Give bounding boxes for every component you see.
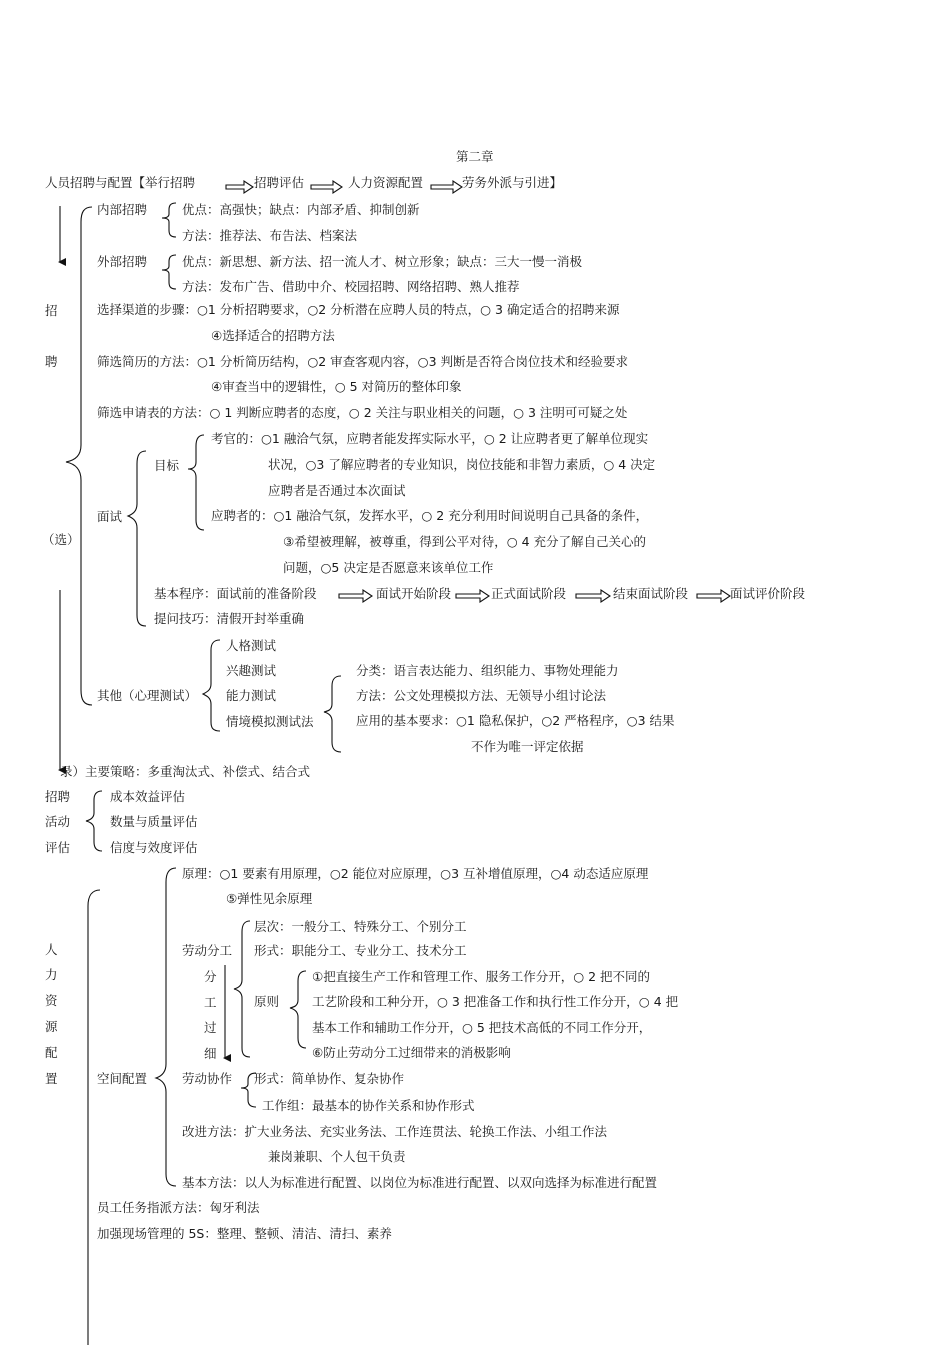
external-methods: 方法：发布广告、借助中介、校园招聘、网络招聘、熟人推荐 bbox=[182, 279, 520, 294]
cooperation-label: 劳动协作 bbox=[182, 1071, 233, 1086]
candidate-goal-2: ③希望被理解，被尊重，得到公平对待，○ 4 充分了解自己关心的 bbox=[283, 534, 647, 549]
interview-label: 面试 bbox=[97, 509, 123, 524]
channel-steps: 选择渠道的步骤：○1 分析招聘要求，○2 分析潜在应聘人员的特点，○ 3 确定适合的招聘来源 bbox=[97, 302, 620, 317]
eval-quantity-quality: 数量与质量评估 bbox=[110, 814, 198, 829]
examiner-goal-2: 状况，○3 了解应聘者的专业知识，岗位技能和非智力素质，○ 4 决定 bbox=[268, 457, 656, 472]
test-requirements: 应用的基本要求：○1 隐私保护，○2 严格程序，○3 结果 bbox=[356, 713, 675, 728]
division-level: 层次：一般分工、特殊分工、个别分工 bbox=[254, 919, 467, 934]
test-situational: 情境模拟测试法 bbox=[226, 714, 314, 729]
cooperation-form: 形式：简单协作、复杂协作 bbox=[254, 1071, 405, 1086]
procedure-step-formal: 正式面试阶段 bbox=[491, 586, 567, 601]
task-assignment-method: 员工任务指派方法：匈牙利法 bbox=[97, 1200, 260, 1215]
hr-char-6: 置 bbox=[45, 1071, 58, 1086]
candidate-goal-1: 应聘者的：○1 融洽气氛，发挥水平，○ 2 充分利用时间说明自己具备的条件， bbox=[211, 508, 649, 523]
division-principle-4: ⑥防止劳动分工过细带来的消极影响 bbox=[312, 1045, 511, 1060]
internal-recruitment-label: 内部招聘 bbox=[97, 202, 148, 217]
internal-methods: 方法：推荐法、布告法、档案法 bbox=[182, 228, 358, 243]
brace-external bbox=[162, 255, 176, 289]
division-label: 劳动分工 bbox=[182, 943, 233, 958]
hollow-arrow-icon bbox=[339, 590, 372, 602]
external-recruitment-label: 外部招聘 bbox=[97, 254, 148, 269]
test-method: 方法：公文处理模拟方法、无领导小组讨论法 bbox=[356, 688, 607, 703]
brace-division-principles bbox=[290, 971, 306, 1048]
division-char-xi: 细 bbox=[204, 1046, 217, 1061]
brace-hr-allocation bbox=[88, 890, 100, 1345]
test-personality: 人格测试 bbox=[226, 638, 277, 653]
brace-division bbox=[234, 921, 250, 1057]
test-category: 分类：语言表达能力、组织能力、事物处理能力 bbox=[356, 663, 619, 678]
division-char-guo: 过 bbox=[204, 1020, 217, 1035]
hr-char-1: 人 bbox=[45, 942, 58, 957]
hr-char-4: 源 bbox=[45, 1019, 58, 1034]
brace-internal bbox=[162, 203, 176, 237]
interview-procedure-label: 基本程序：面试前的准备阶段 bbox=[154, 586, 317, 601]
application-methods: 筛选申请表的方法：○ 1 判断应聘者的态度，○ 2 关注与职业相关的问题，○ 3 注明可可疑之处 bbox=[97, 405, 628, 420]
five-s-management: 加强现场管理的 5S：整理、整顿、清洁、清扫、素养 bbox=[97, 1226, 392, 1241]
procedure-step-evaluation: 面试评价阶段 bbox=[730, 586, 806, 601]
interview-question-tips: 提问技巧：清假开封举重确 bbox=[154, 611, 305, 626]
test-ability: 能力测试 bbox=[226, 688, 277, 703]
eval-reliability-validity: 信度与效度评估 bbox=[110, 840, 198, 855]
side-char-pin: 聘 bbox=[45, 354, 58, 369]
improvement-methods-cont: 兼岗兼职、个人包干负责 bbox=[268, 1149, 406, 1164]
hollow-arrow-icon bbox=[576, 590, 610, 602]
hr-char-2: 力 bbox=[45, 967, 58, 982]
channel-steps-cont: ④选择适合的招聘方法 bbox=[211, 328, 335, 343]
side-char-zhao: 招 bbox=[45, 303, 58, 318]
header-step-allocation: 人力资源配置 bbox=[348, 175, 424, 190]
division-form: 形式：职能分工、专业分工、技术分工 bbox=[254, 943, 467, 958]
resume-methods-cont: ④审查当中的逻辑性，○ 5 对简历的整体印象 bbox=[211, 379, 462, 394]
allocation-principles-cont: ⑤弹性见余原理 bbox=[226, 891, 313, 906]
header-step-dispatch: 劳务外派与引进】 bbox=[462, 175, 563, 190]
hollow-arrow-icon bbox=[311, 181, 342, 193]
basic-allocation-methods: 基本方法：以人为标准进行配置、以岗位为标准进行配置、以双向选择为标准进行配置 bbox=[182, 1175, 658, 1190]
eval-label-1: 招聘 bbox=[45, 789, 71, 804]
division-char-fen: 分 bbox=[204, 969, 217, 984]
brace-space-allocation bbox=[156, 868, 176, 1186]
page-title: 第二章 bbox=[456, 149, 494, 164]
hollow-arrow-icon bbox=[226, 181, 253, 193]
brace-evaluation bbox=[86, 791, 102, 851]
procedure-step-start: 面试开始阶段 bbox=[376, 586, 452, 601]
hr-char-3: 资 bbox=[45, 993, 58, 1008]
brace-recruitment bbox=[66, 207, 92, 705]
examiner-goal-1: 考官的：○1 融洽气氛，应聘者能发挥实际水平，○ 2 让应聘者更了解单位现实 bbox=[211, 431, 649, 446]
eval-cost-benefit: 成本效益评估 bbox=[110, 789, 186, 804]
brace-cooperation bbox=[241, 1073, 256, 1107]
header-step-evaluation: 招聘评估 bbox=[254, 175, 305, 190]
cooperation-workgroup: 工作组：最基本的协作关系和协作形式 bbox=[262, 1098, 475, 1113]
division-principle-3: 基本工作和辅助工作分开，○ 5 把技术高低的不同工作分开， bbox=[312, 1020, 652, 1035]
division-principle-1: ①把直接生产工作和管理工作、服务工作分开，○ 2 把不同的 bbox=[312, 969, 651, 984]
brace-interview bbox=[128, 451, 146, 626]
side-char-xuan: （选） bbox=[42, 532, 80, 547]
other-tests-label: 其他（心理测试） bbox=[97, 688, 198, 703]
eval-label-2: 活动 bbox=[45, 814, 71, 829]
external-pros-cons: 优点：新思想、新方法、招一流人才、树立形象；缺点：三大一慢一消极 bbox=[182, 254, 583, 269]
header-lead: 人员招聘与配置【举行招聘 bbox=[45, 175, 196, 190]
hollow-arrow-icon bbox=[697, 590, 730, 602]
procedure-step-closing: 结束面试阶段 bbox=[613, 586, 689, 601]
hollow-arrow-icon bbox=[431, 181, 462, 193]
division-principle-2: 工艺阶段和工种分开，○ 3 把准备工作和执行性工作分开，○ 4 把 bbox=[312, 994, 679, 1009]
brace-goal bbox=[188, 435, 204, 530]
hollow-arrow-icon bbox=[456, 590, 489, 602]
division-char-gong: 工 bbox=[204, 995, 217, 1010]
test-interest: 兴趣测试 bbox=[226, 663, 277, 678]
test-requirements-cont: 不作为唯一评定依据 bbox=[471, 739, 584, 754]
space-allocation-label: 空间配置 bbox=[97, 1071, 148, 1086]
candidate-goal-3: 问题，○5 决定是否愿意来该单位工作 bbox=[283, 560, 494, 575]
hiring-strategy: 录）主要策略：多重淘汰式、补偿式、结合式 bbox=[60, 764, 311, 779]
allocation-principles: 原理：○1 要素有用原理，○2 能位对应原理，○3 互补增值原理，○4 动态适应原理 bbox=[182, 866, 649, 881]
internal-pros-cons: 优点：高强快；缺点：内部矛盾、抑制创新 bbox=[182, 202, 420, 217]
improvement-methods: 改进方法：扩大业务法、充实业务法、工作连贯法、轮换工作法、小组工作法 bbox=[182, 1124, 608, 1139]
brace-test-details bbox=[324, 676, 341, 752]
eval-label-3: 评估 bbox=[45, 840, 71, 855]
hr-char-5: 配 bbox=[45, 1045, 58, 1060]
division-principle-label: 原则 bbox=[254, 994, 280, 1009]
brace-tests bbox=[203, 640, 220, 731]
interview-goal-label: 目标 bbox=[154, 458, 180, 473]
resume-methods: 筛选简历的方法：○1 分析简历结构，○2 审查客观内容，○3 判断是否符合岗位技术和经验要求 bbox=[97, 354, 629, 369]
examiner-goal-3: 应聘者是否通过本次面试 bbox=[268, 483, 406, 498]
